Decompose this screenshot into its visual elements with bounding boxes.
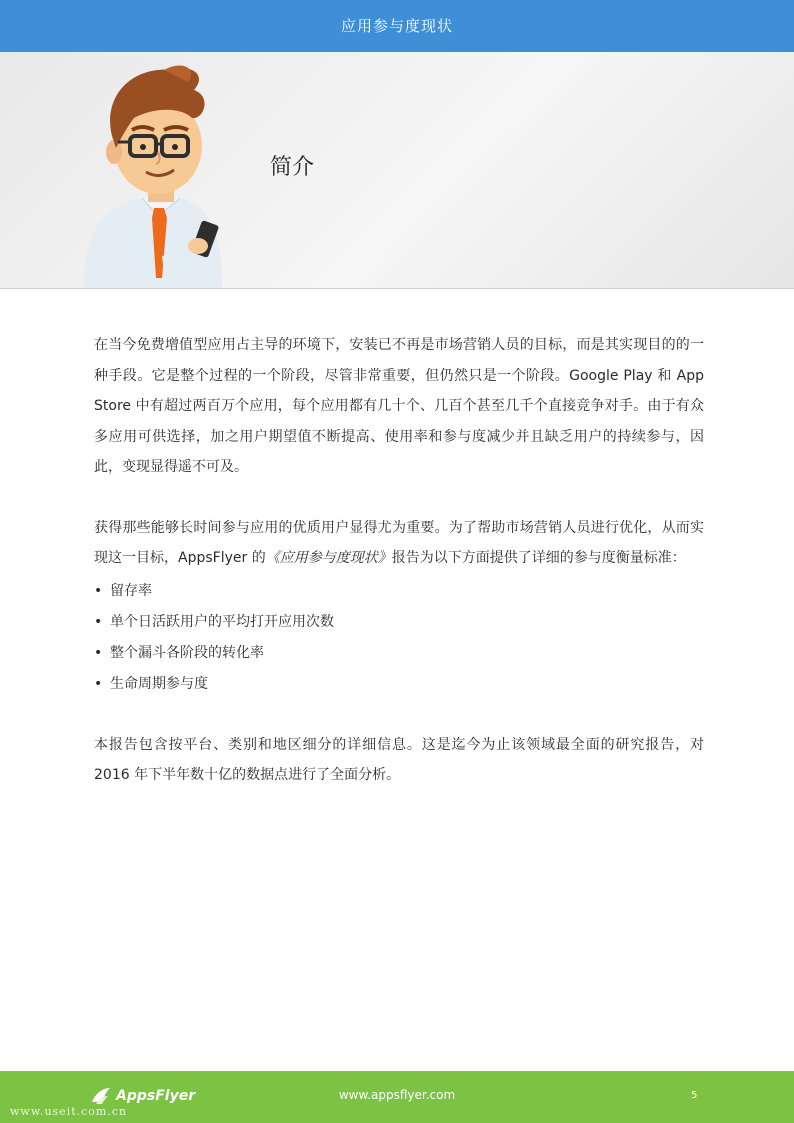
list-item: • 整个漏斗各阶段的转化率 xyxy=(94,644,264,661)
list-item: • 留存率 xyxy=(94,582,152,599)
goal-paragraph xyxy=(94,513,704,574)
cartoon-man-illustration xyxy=(72,56,242,288)
logo-text: AppsFlyer xyxy=(116,1088,196,1104)
footer-bar xyxy=(0,1071,794,1123)
header-title: 应用参与度现状 xyxy=(340,17,453,35)
report-title: 《应用参与度现状》 xyxy=(265,550,392,566)
list-item: • 单个日活跃用户的平均打开应用次数 xyxy=(94,613,334,630)
goal-paragraph-text: 获得那些能够长时间参与应用的优质用户显得尤为重要。为了帮助市场营销人员进行优化，从而实现这一目标，AppsFlyer 的 xyxy=(94,519,704,566)
hero-banner xyxy=(0,52,794,289)
summary-paragraph: 本报告包含按平台、类别和地区细分的详细信息。这是迄今为止该领域最全面的研究报告，对 2016 年下半年数十亿的数据点进行了全面分析。 xyxy=(94,736,704,783)
goal-paragraph-text-end: 报告为以下方面提供了详细的参与度衡量标准： xyxy=(391,550,686,566)
page-number: 5 xyxy=(691,1090,698,1101)
list-item: • 生命周期参与度 xyxy=(94,675,208,692)
main-content xyxy=(94,330,704,791)
intro-paragraph: 在当今免费增值型应用占主导的环境下，安装已不再是市场营销人员的目标，而是其实现目的的一种手段。它是整个过程的一个阶段，尽管非常重要，但仍然只是一个阶段。Google Play 和 App Store 中有超过两百万个应用，每个应用都有几十个、几百个甚至几千个直接竞争对手。由于有众多应用可供选择，加之用户期望值不断提高、使用率和参与度减少并且缺乏用户的持续参与，因此，变现显得遥不可及。 xyxy=(94,337,704,475)
footer-url[interactable]: www.appsflyer.com xyxy=(338,1088,456,1102)
section-title: 简介 xyxy=(270,155,315,180)
watermark: www.useit.com.cn xyxy=(10,1105,128,1118)
header-bar xyxy=(0,0,794,52)
metrics-list xyxy=(94,576,704,700)
